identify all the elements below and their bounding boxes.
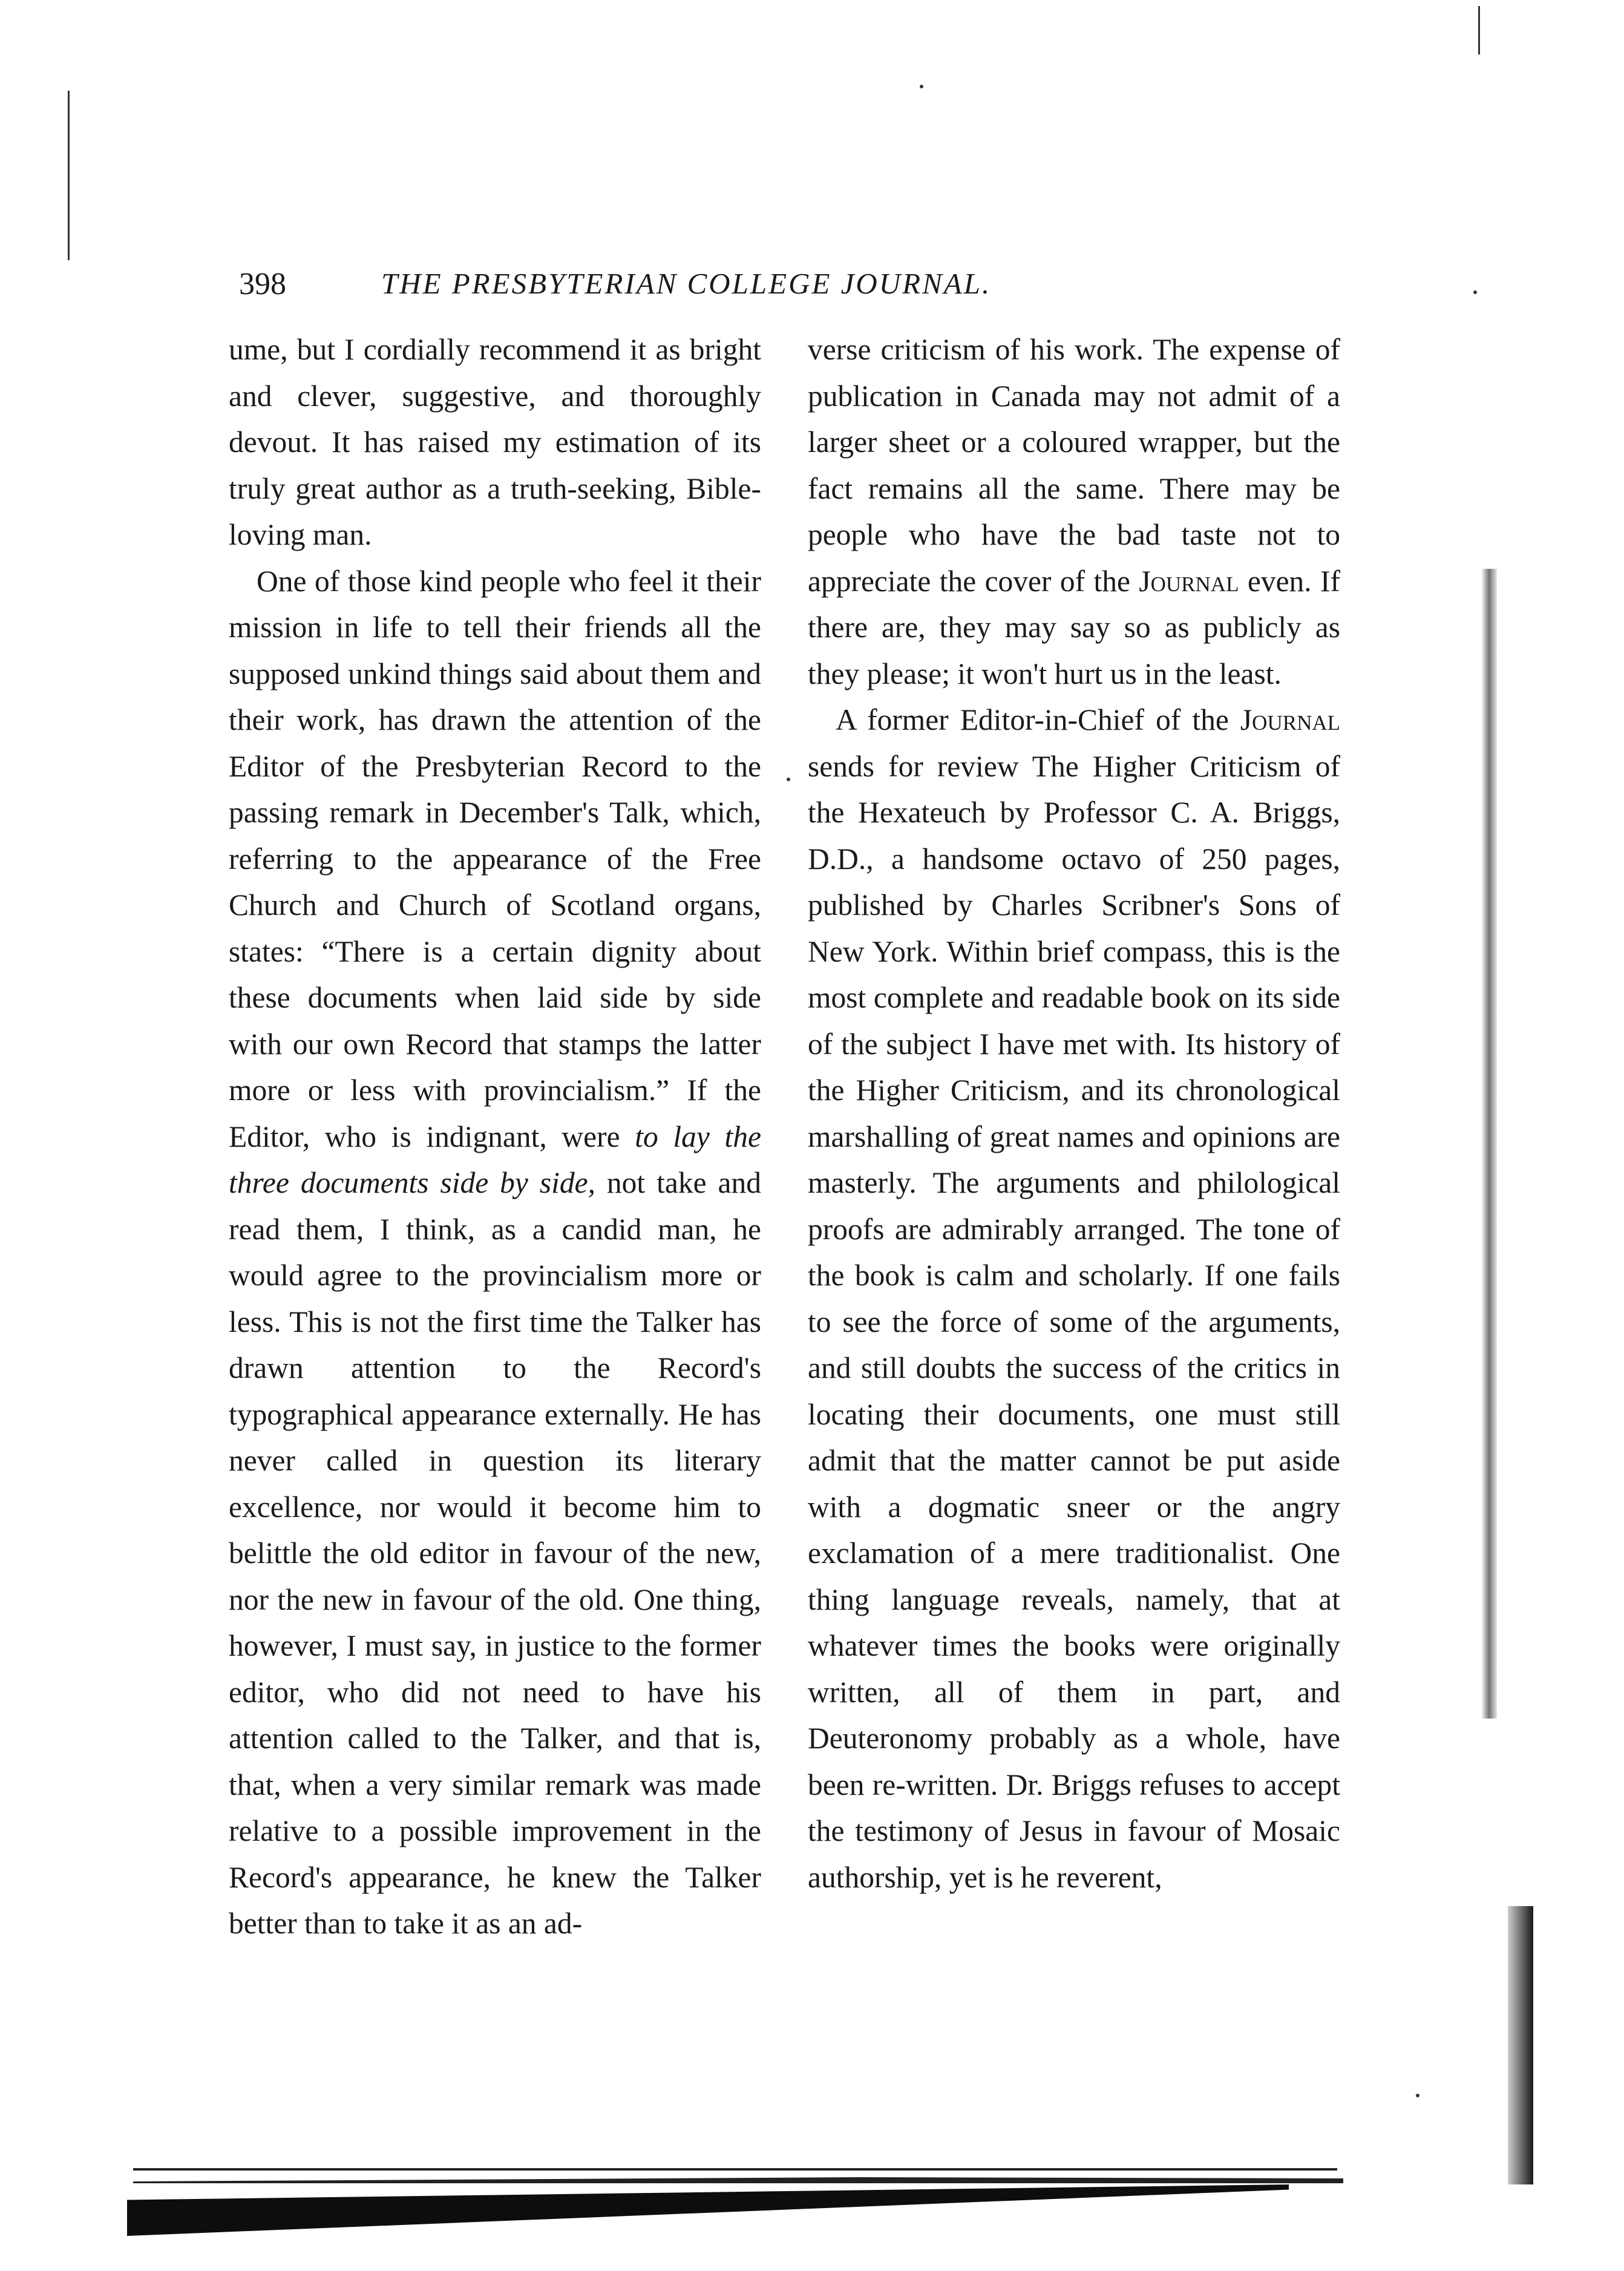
italic-phrase: to lay the three documents side by side,	[229, 1119, 762, 1199]
paragraph-text: sends for review The Higher Criticism of the Hexateuch by Professor C. A. Briggs, D.D., a handsome octavo of 250 pages, published by Charles Scribner's Sons of New York. Within brief compass, this is the most complete and readable book on its side of the subject I have met with. Its history of the Higher Criticism, and its chronological marshalling of great names and opinions are masterly. The arguments and philological proofs are admirably arranged. The tone of the book is calm and scholarly. If one fails to see the force of some of the arguments, and still doubts the success of the critics in locating their documents, one must still admit that the matter cannot be put aside with a dogmatic sneer or the angry exclamation of a mere traditionalist. One thing language reveals, namely, that at whatever times the books were originally written, all of them in part, and Deuteronomy probably as a whole, have been re-written. Dr. Briggs refuses to accept the testimony of Jesus in favour of Mosaic authorship, yet is he reverent,	[808, 749, 1340, 1894]
running-header: THE PRESBYTERIAN COLLEGE JOURNAL.	[381, 267, 992, 300]
journal-name: Journal	[1139, 564, 1239, 598]
paragraph-text: One of those kind people who feel it their mission in life to tell their friends all the supposed unkind things said about them and their work, has drawn the attention of the Editor of the Presbyterian Record to the passing remark in December's Talk, which, referring to the appearance of the Free Church and Church of Scotland organs, states: “There is a certain dignity about these documents when laid side by side with our own Record that stamps the latter more or less with provincialism.” If the Editor, who is indignant, were	[229, 564, 761, 1153]
margin-mark	[68, 91, 70, 260]
paragraph-review	[808, 697, 1340, 1901]
binding-shadow	[1481, 569, 1497, 1719]
scan-speck	[787, 778, 790, 781]
scan-speck	[920, 85, 923, 88]
right-column	[808, 327, 1340, 1901]
paragraph-talker	[229, 559, 761, 1947]
footer-rule	[133, 2168, 1337, 2171]
page-number: 398	[239, 267, 286, 301]
left-column	[229, 327, 761, 1947]
paragraph-continued: ume, but I cordially recommend it as bright and clever, suggestive, and thoroughly devout. It has raised my estimation of its truly great author as a truth-seeking, Bible-loving man.	[229, 333, 761, 551]
footer-rule	[133, 2177, 1343, 2183]
scan-edge-shadow	[127, 2184, 1289, 2236]
scan-speck	[1473, 290, 1477, 294]
paragraph-text: even. If there are, they may say so as publicly as they please; it won't hurt us in the least.	[808, 564, 1341, 690]
scan-speck	[1416, 2094, 1419, 2097]
journal-name: Journal	[1240, 703, 1341, 736]
paragraph-text: A former Editor-in-Chief of the	[836, 703, 1229, 736]
margin-mark	[1478, 6, 1480, 54]
paragraph-continued	[808, 327, 1340, 697]
paragraph-text: not take and read them, I think, as a candid man, he would agree to the provincialism more or less. This is not the first time the Talker has drawn attention to the Record's typographical appearance externally. He has never called in question its literary excellence, nor would it become him to belittle the old editor in favour of the new, nor the new in favour of the old. One thing, however, I must say, in justice to the former editor, who did not need to have his attention called to the Talker, and that is, that, when a very similar remark was made relative to a possible improvement in the Record's appearance, he knew the Talker better than to take it as an ad-	[229, 1166, 761, 1940]
paragraph-text: verse criticism of his work. The expense of publication in Canada may not admit of a larger sheet or a coloured wrapper, but the fact remains all the same. There may be people who have the bad taste not to appreciate the cover of the	[808, 333, 1340, 598]
binding-shadow	[1508, 1906, 1533, 2184]
